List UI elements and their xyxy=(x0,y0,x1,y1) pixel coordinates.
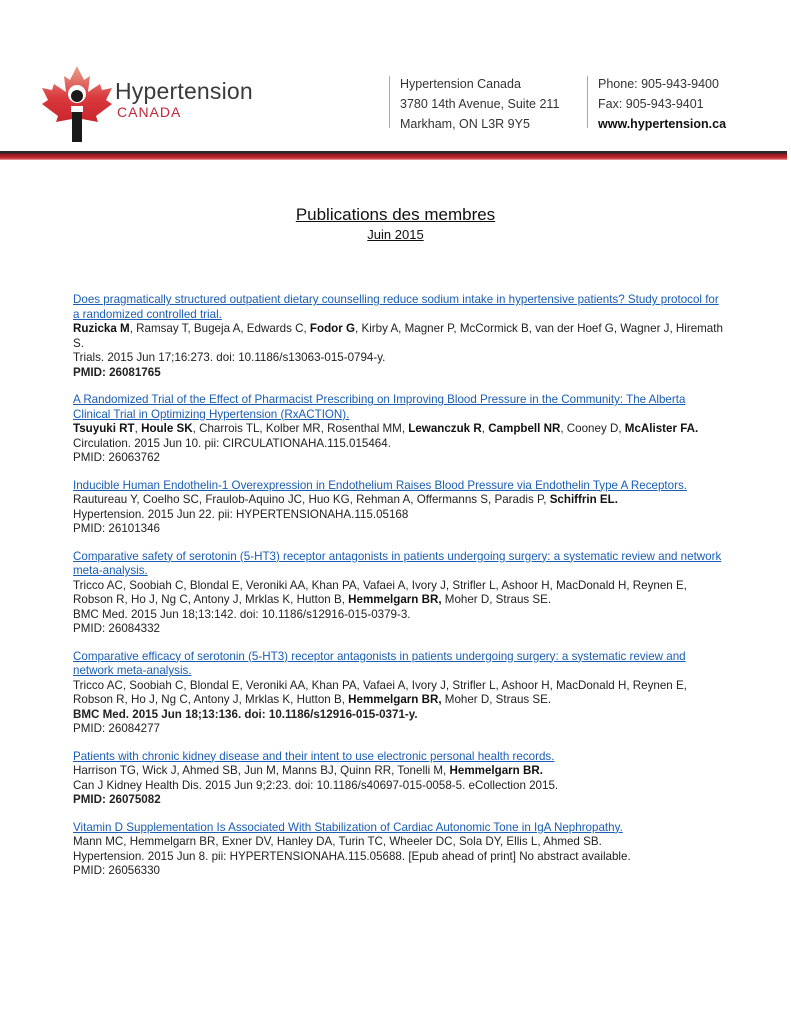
publication-authors xyxy=(73,764,723,779)
publication-authors xyxy=(73,422,723,437)
publication-item xyxy=(73,479,723,537)
publication-title xyxy=(73,821,723,836)
letterhead xyxy=(0,0,791,160)
publication-citation: Hypertension. 2015 Jun 8. pii: HYPERTENSIONAHA.115.05688. [Epub ahead of print] No abstract available. xyxy=(73,849,631,863)
member-author: Tsuyuki RT xyxy=(73,422,135,435)
publication-title xyxy=(73,293,723,322)
page-title: Publications des membres xyxy=(295,205,496,224)
publication-citation: Circulation. 2015 Jun 10. pii: CIRCULATIONAHA.115.015464. xyxy=(73,436,391,450)
street-address: 3780 14th Avenue, Suite 211 xyxy=(400,97,560,111)
org-name: Hypertension Canada xyxy=(400,77,521,91)
author-text: Mann MC, Hemmelgarn BR, Exner DV, Hanley DA, Turin TC, Wheeler DC, Sola DY, Ellis L, Ahmed SB. xyxy=(73,835,602,848)
publication-pmid: PMID: 26056330 xyxy=(73,864,161,877)
publication-citation: BMC Med. 2015 Jun 18;13:142. doi: 10.1186/s12916-015-0379-3. xyxy=(73,607,411,621)
contact-block xyxy=(598,74,726,134)
publication-item xyxy=(73,650,723,737)
logo-title: Hypertension xyxy=(115,78,253,104)
publication-item xyxy=(73,393,723,466)
member-author: Hemmelgarn BR. xyxy=(449,764,543,777)
publication-pmid: PMID: 26101346 xyxy=(73,522,161,535)
publication-pmid: PMID: 26084277 xyxy=(73,722,161,735)
city-address: Markham, ON L3R 9Y5 xyxy=(400,117,530,131)
member-author: Campbell NR xyxy=(488,422,561,435)
author-text: , Cooney D, xyxy=(560,422,625,435)
publication-item xyxy=(73,293,723,380)
publication-citation: Can J Kidney Health Dis. 2015 Jun 9;2:23. doi: 10.1186/s40697-015-0058-5. eCollection 2015. xyxy=(73,778,559,792)
author-text: , xyxy=(134,422,142,435)
publication-title-link[interactable]: Comparative efficacy of serotonin (5-HT3) receptor antagonists in patients undergoing surgery: a systematic review and network meta-analysis. xyxy=(73,649,686,677)
member-author: Houle SK xyxy=(141,422,193,435)
publication-item xyxy=(73,821,723,879)
publication-item xyxy=(73,550,723,637)
author-text: Moher D, Straus SE. xyxy=(441,693,552,706)
publication-pmid: PMID: 26081765 xyxy=(73,365,161,379)
publication-authors xyxy=(73,835,723,850)
publication-citation: BMC Med. 2015 Jun 18;13:136. doi: 10.1186/s12916-015-0371-y. xyxy=(73,707,418,721)
author-text: Harrison TG, Wick J, Ahmed SB, Jun M, Manns BJ, Quinn RR, Tonelli M, xyxy=(73,764,450,777)
member-author: Fodor G xyxy=(309,322,356,335)
member-author: Hemmelgarn BR, xyxy=(348,593,442,606)
publication-pmid: PMID: 26084332 xyxy=(73,622,161,635)
header-rule xyxy=(0,151,787,160)
publication-authors xyxy=(73,493,723,508)
logo-wordmark xyxy=(115,78,253,120)
author-text: Tricco AC, Soobiah C, Blondal E, Veroniki AA, Khan PA, Vafaei A, Ivory J, Strifler L, Ashoor H, MacDonald H, Reynen E, Robson R, Ho J, Ng C, Antony J, Mrklas K, Hutton B, xyxy=(73,578,687,606)
maple-leaf-logo-icon xyxy=(40,64,115,144)
publication-pmid: PMID: 26063762 xyxy=(73,451,161,464)
phone: Phone: 905-943-9400 xyxy=(598,77,719,91)
publication-title-link[interactable]: Inducible Human Endothelin-1 Overexpression in Endothelium Raises Blood Pressure via Endothelin Type A Receptors. xyxy=(73,478,687,492)
author-text: Rautureau Y, Coelho SC, Fraulob-Aquino JC, Huo KG, Rehman A, Offermanns S, Paradis P, xyxy=(73,493,550,506)
member-author: Lewanczuk R xyxy=(408,422,482,435)
publication-title-link[interactable]: Does pragmatically structured outpatient dietary counselling reduce sodium intake in hypertensive patients? Study protocol for a randomized controlled trial. xyxy=(73,293,719,321)
logo-subtitle: CANADA xyxy=(117,104,182,120)
publication-title xyxy=(73,650,723,679)
publication-title-link[interactable]: Vitamin D Supplementation Is Associated With Stabilization of Cardiac Autonomic Tone in IgA Nephropathy. xyxy=(73,820,623,834)
publication-citation: Trials. 2015 Jun 17;16:273. doi: 10.1186/s13063-015-0794-y. xyxy=(73,351,386,364)
publication-title-link[interactable]: Comparative safety of serotonin (5-HT3) receptor antagonists in patients undergoing surgery: a systematic review and network meta-analysis. xyxy=(73,549,722,577)
publication-title xyxy=(73,479,723,494)
address-block xyxy=(400,74,559,134)
publication-title-link[interactable]: Patients with chronic kidney disease and their intent to use electronic personal health records. xyxy=(73,749,555,763)
website-link[interactable]: www.hypertension.ca xyxy=(598,117,727,131)
page-heading xyxy=(0,205,791,242)
fax: Fax: 905-943-9401 xyxy=(598,97,704,111)
divider xyxy=(587,76,588,128)
publication-authors xyxy=(73,679,723,708)
author-text: , Kirby A, Magner P, McCormick B, van der Hoef G, Wagner J, Hiremath S. xyxy=(73,322,723,350)
member-author: Schiffrin EL. xyxy=(549,493,618,506)
member-author: Hemmelgarn BR, xyxy=(348,693,442,706)
publication-pmid: PMID: 26075082 xyxy=(73,793,161,806)
author-text: Moher D, Straus SE. xyxy=(441,593,552,606)
author-text: , xyxy=(481,422,489,435)
publication-list xyxy=(73,293,723,892)
publication-item xyxy=(73,750,723,808)
author-text: Tricco AC, Soobiah C, Blondal E, Veroniki AA, Khan PA, Vafaei A, Ivory J, Strifler L, Ashoor H, MacDonald H, Reynen E, Robson R, Ho J, Ng C, Antony J, Mrklas K, Hutton B, xyxy=(73,678,687,706)
member-author: Ruzicka M xyxy=(73,322,130,335)
publication-citation: Hypertension. 2015 Jun 22. pii: HYPERTENSIONAHA.115.05168 xyxy=(73,507,409,521)
author-text: , Ramsay T, Bugeja A, Edwards C, xyxy=(129,322,310,335)
publication-title xyxy=(73,550,723,579)
divider xyxy=(389,76,390,128)
publication-title xyxy=(73,750,723,765)
publication-title xyxy=(73,393,723,422)
member-author: McAlister FA. xyxy=(624,422,699,435)
publication-authors xyxy=(73,579,723,608)
page-subtitle: Juin 2015 xyxy=(367,227,424,242)
publication-title-link[interactable]: A Randomized Trial of the Effect of Pharmacist Prescribing on Improving Blood Pressure in the Community: The Alberta Clinical Trial in Optimizing Hypertension (RxACTION). xyxy=(73,393,686,421)
publication-authors xyxy=(73,322,723,351)
author-text: , Charrois TL, Kolber MR, Rosenthal MM, xyxy=(192,422,409,435)
